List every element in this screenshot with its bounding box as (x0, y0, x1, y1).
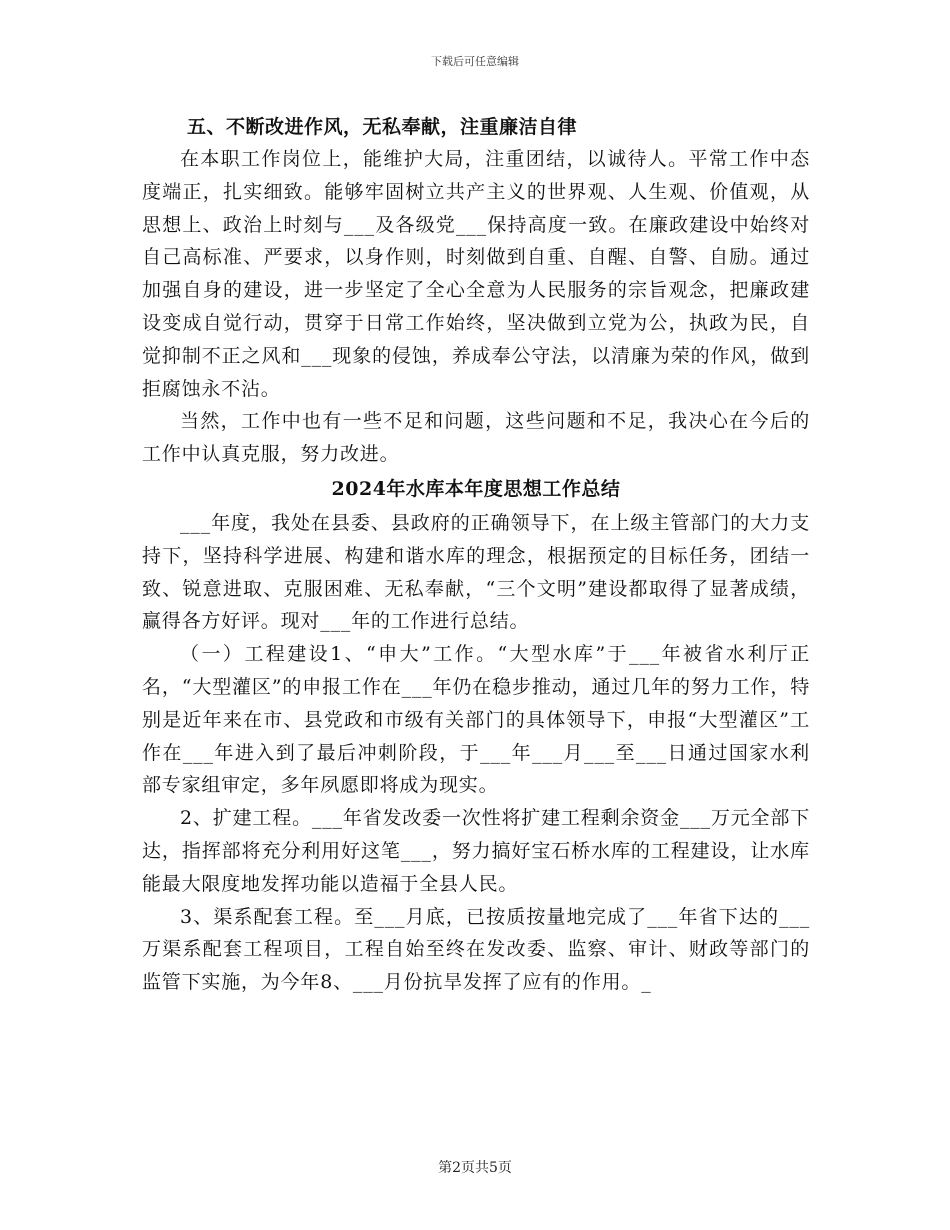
page-header-note: 下载后可任意编辑 (431, 55, 519, 68)
page-number: 第2页共5页 (438, 1160, 512, 1176)
section-heading: 五、不断改进作风，无私奉献，注重廉洁自律 (187, 116, 578, 138)
body-paragraph: 2、扩建工程。___年省发改委一次性将扩建工程剩余资金___万元全部下达，指挥部将充分利用好这笔___，努力搞好宝石桥水库的工程建设，让水库能最大限度地发挥功能以造福于全县人民。 (142, 807, 810, 895)
body-paragraph: 在本职工作岗位上，能维护大局，注重团结，以诚待人。平常工作中态度端正，扎实细致。能够牢固树立共产主义的世界观、人生观、价值观，从思想上、政治上时刻与___及各级党___保持高度一致。在廉政建设中始终对自己高标准、严要求，以身作则，时刻做到自重、自醒、自警、自励。通过加强自身的建设，进一步坚定了全心全意为人民服务的宗旨观念，把廉政建设变成自觉行动，贯穿于日常工作始终，坚决做到立党为公，执政为民，自觉抑制不正之风和___现象的侵蚀，养成奉公守法，以清廉为荣的作风，做到拒腐蚀永不沾。 (142, 148, 810, 400)
document-body (142, 111, 810, 999)
body-paragraph: （一）工程建设1、“申大”工作。“大型水库”于___年被省水利厅正名，“大型灌区”的申报工作在___年仍在稳步推动，通过几年的努力工作，特别是近年来在市、县党政和市级有关部门的具体领导下，申报“大型灌区”工作在___年进入到了最后冲刺阶段，于___年___月___至___日通过国家水利部专家组审定，多年夙愿即将成为现实。 (142, 643, 810, 797)
body-paragraph: ___年度，我处在县委、县政府的正确领导下，在上级主管部门的大力支持下，坚持科学进展、构建和谐水库的理念，根据预定的目标任务，团结一致、锐意进取、克服困难、无私奉献，“三个文明”建设都取得了显著成绩，赢得各方好评。现对___年的工作进行总结。 (142, 511, 810, 633)
body-paragraph: 当然，工作中也有一些不足和问题，这些问题和不足，我决心在今后的工作中认真克服，努力改进。 (142, 410, 810, 466)
report-title: 2024年水库本年度思想工作总结 (331, 477, 621, 500)
body-paragraph: 3、渠系配套工程。至___月底，已按质按量地完成了___年省下达的___万渠系配套工程项目，工程自始至终在发改委、监察、审计、财政等部门的监管下实施，为今年8、___月份抗旱发挥了应有的作用。_ (142, 905, 810, 994)
